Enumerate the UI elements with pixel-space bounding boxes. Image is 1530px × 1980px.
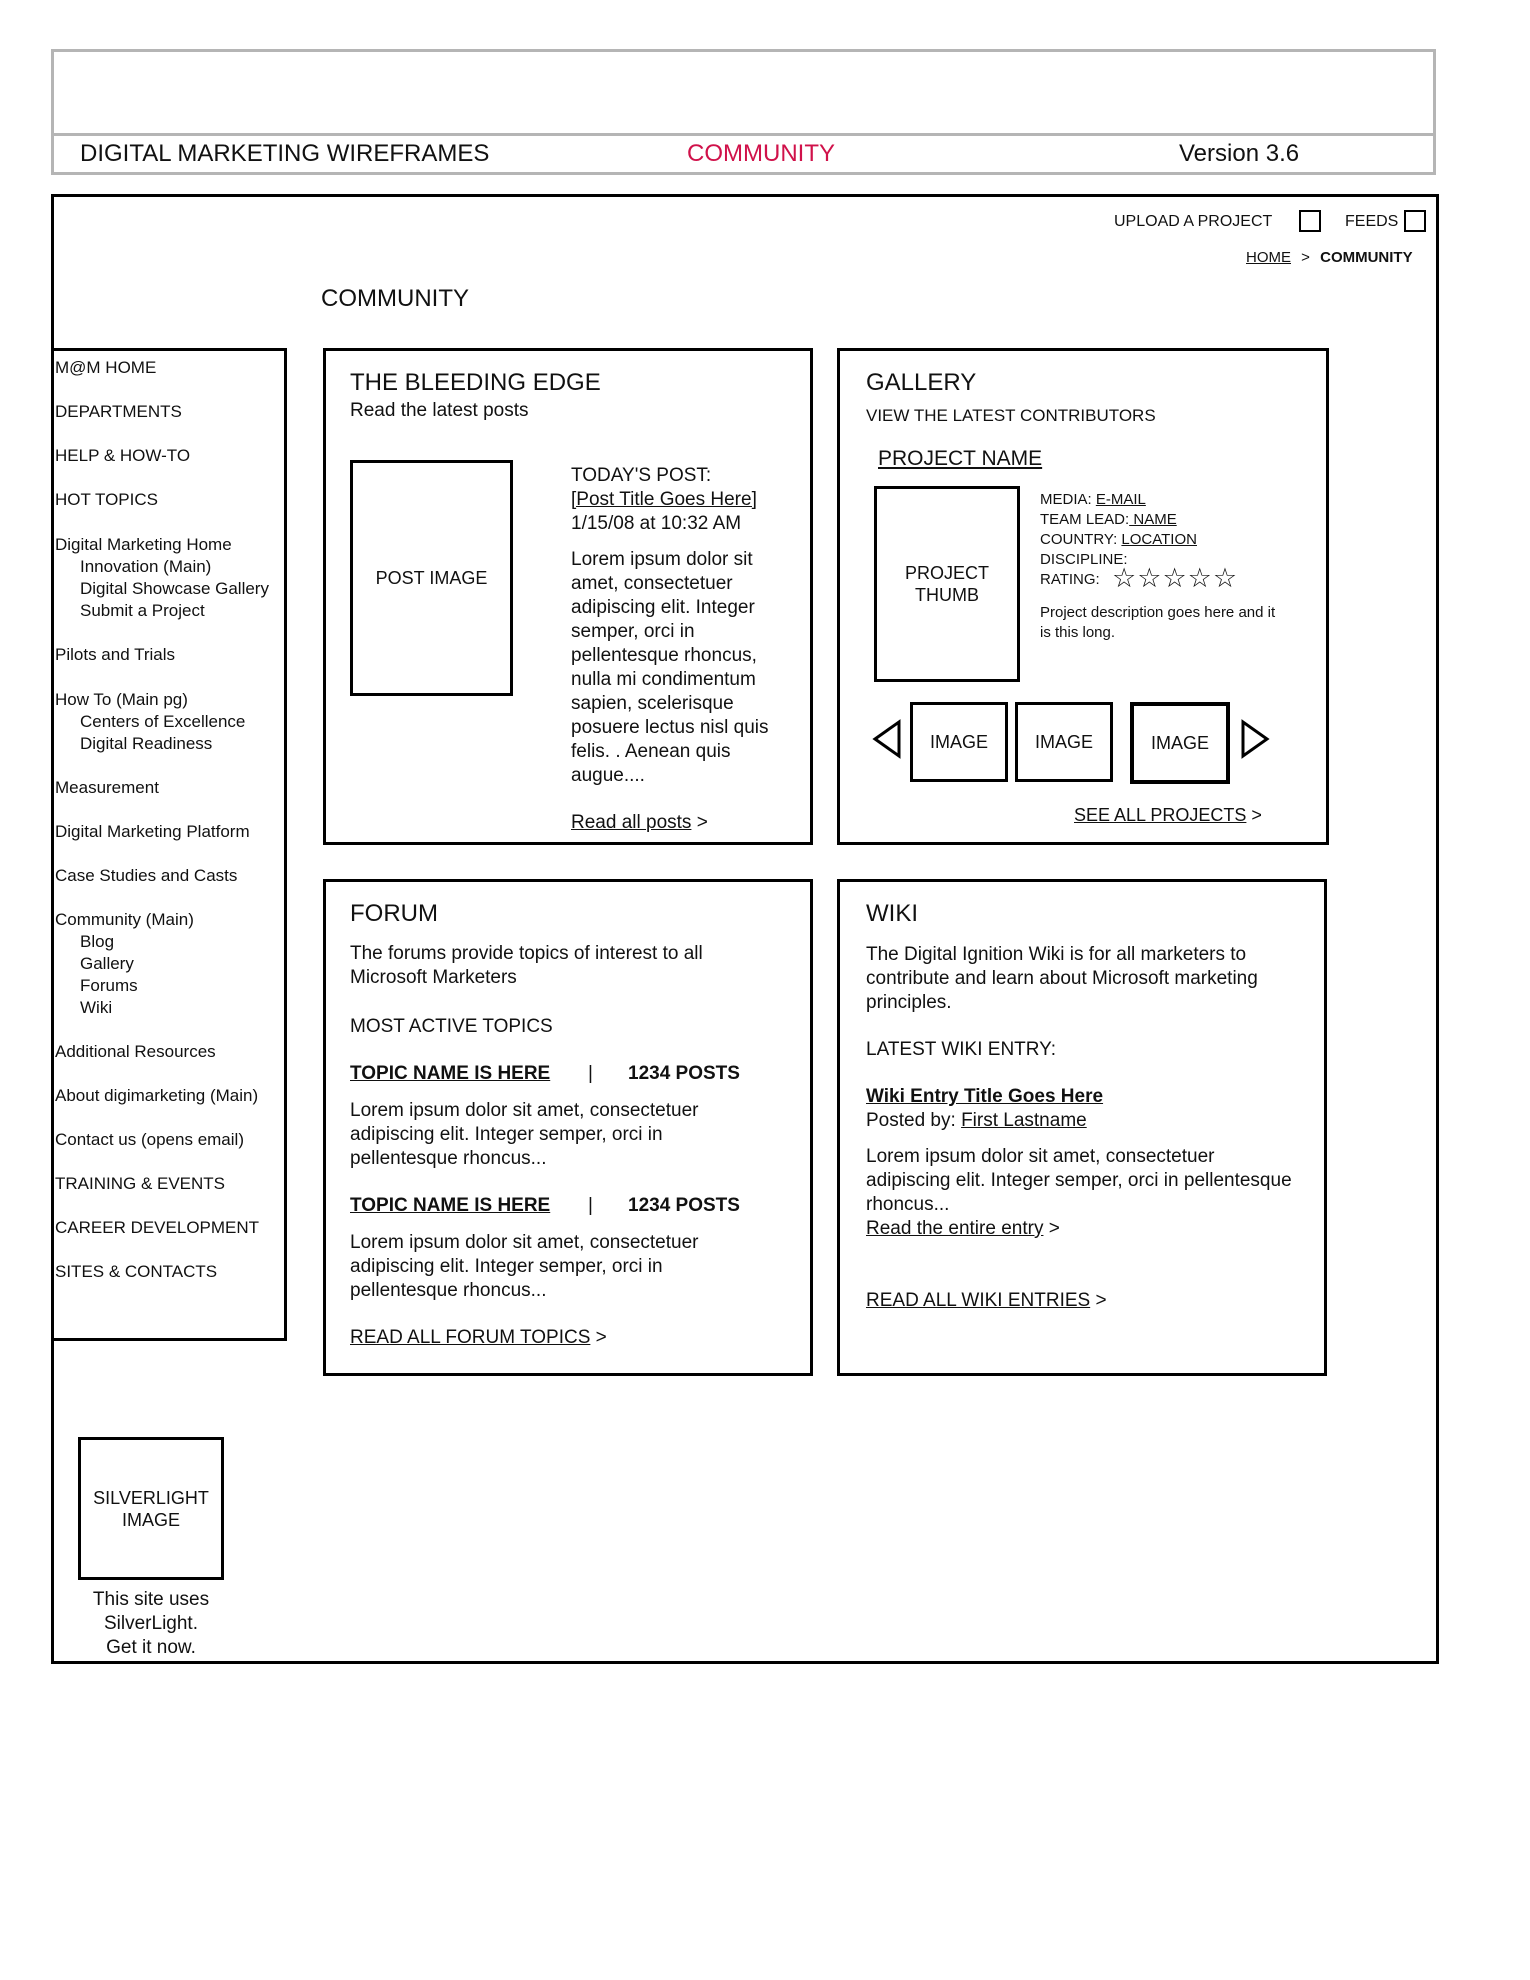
nav-item[interactable]: How To (Main pg) [55, 690, 188, 709]
silverlight-text-line: SilverLight. [104, 1613, 198, 1634]
read-entire-entry-arrow: > [1043, 1218, 1060, 1239]
silverlight-text-line: This site uses [92, 1589, 210, 1610]
read-all-posts-prefix[interactable]: Read all [571, 812, 646, 833]
project-country [1040, 530, 1197, 550]
forum-title: FORUM [350, 900, 438, 927]
topic-post-count: 1234 POSTS [628, 1195, 740, 1216]
star-icon[interactable]: ☆ [1137, 563, 1163, 593]
most-active-topics-label: MOST ACTIVE TOPICS [350, 1016, 553, 1037]
forum-intro: The forums provide topics of interest to all Microsoft Marketers [350, 943, 703, 988]
nav-item[interactable]: HELP & HOW-TO [55, 446, 191, 465]
read-all-forum-topics[interactable] [350, 1326, 607, 1350]
header-project-title: DIGITAL MARKETING WIREFRAMES [80, 140, 490, 167]
read-all-posts[interactable] [571, 811, 708, 835]
todays-post-label: TODAY'S POST: [571, 465, 712, 486]
nav-item[interactable]: About digimarketing (Main) [55, 1086, 259, 1105]
country-label: COUNTRY: [1040, 531, 1122, 548]
country-value-link[interactable]: LOCATION [1121, 531, 1197, 548]
gallery-title: GALLERY [866, 369, 977, 396]
wiki-excerpt: Lorem ipsum dolor sit amet, consectetuer adipiscing elit. Integer semper, orci in pellentesque rhoncus... [866, 1146, 1292, 1215]
star-icon[interactable]: ☆ [1212, 563, 1239, 593]
nav-subitem[interactable]: Digital Readiness [80, 734, 213, 753]
wiki-entry-title-link[interactable]: Wiki Entry Title Goes Here [866, 1086, 1104, 1107]
carousel-image-selected[interactable]: IMAGE [1130, 702, 1230, 784]
project-discipline: DISCIPLINE: [1040, 551, 1128, 568]
carousel-next-icon[interactable] [1240, 719, 1270, 759]
read-all-posts-arrow: > [691, 812, 708, 833]
see-all-projects-link[interactable]: SEE ALL PROJECTS [1074, 805, 1247, 825]
carousel-prev-icon[interactable] [872, 719, 902, 759]
nav-item[interactable]: DEPARTMENTS [55, 402, 182, 421]
wiki-intro: The Digital Ignition Wiki is for all marketers to contribute and learn about Microsoft marketing principles. [866, 944, 1258, 1013]
forum-topic-link[interactable]: TOPIC NAME IS HERE [350, 1195, 551, 1216]
lead-value-link[interactable]: NAME [1129, 511, 1177, 528]
forum-topic-link[interactable]: TOPIC NAME IS HERE [350, 1063, 551, 1084]
page-title: COMMUNITY [321, 285, 469, 312]
nav-subitem[interactable]: Innovation (Main) [80, 557, 212, 576]
silverlight-get-it-link[interactable]: Get it now. [106, 1637, 196, 1658]
silverlight-image[interactable]: SILVERLIGHT IMAGE [78, 1437, 224, 1580]
media-label: MEDIA: [1040, 491, 1096, 508]
breadcrumb-home-link[interactable]: HOME [1246, 249, 1291, 266]
project-team-lead [1040, 510, 1177, 530]
nav-subitem[interactable]: Forums [80, 976, 138, 995]
nav-item[interactable]: Case Studies and Casts [55, 866, 238, 885]
star-icon[interactable]: ☆ [1187, 563, 1213, 593]
carousel-image[interactable]: IMAGE [910, 702, 1008, 782]
topic-excerpt: Lorem ipsum dolor sit amet, consectetuer adipiscing elit. Integer semper, orci in pellentesque rhoncus... [350, 1232, 699, 1301]
read-all-forum-topics-link[interactable]: READ ALL FORUM TOPICS [350, 1327, 591, 1348]
posted-by-label: Posted by: [866, 1110, 962, 1131]
silverlight-promo [60, 1588, 242, 1660]
read-all-wiki-entries-link[interactable]: READ ALL WIKI ENTRIES [866, 1290, 1091, 1311]
project-rating-label: RATING: [1040, 571, 1100, 588]
topic-excerpt: Lorem ipsum dolor sit amet, consectetuer adipiscing elit. Integer semper, orci in pellentesque rhoncus... [350, 1100, 699, 1169]
nav-item[interactable]: CAREER DEVELOPMENT [55, 1218, 260, 1237]
header-divider [54, 133, 1433, 136]
nav-subitem[interactable]: Digital Showcase Gallery [80, 579, 269, 598]
see-all-projects-arrow: > [1246, 805, 1262, 825]
project-thumb[interactable]: PROJECT THUMB [874, 486, 1020, 682]
read-all-posts-link[interactable]: posts [646, 812, 692, 833]
breadcrumb-current: COMMUNITY [1320, 249, 1413, 266]
nav-item[interactable]: Contact us (opens email) [55, 1130, 244, 1149]
nav-item[interactable]: Measurement [55, 778, 159, 797]
post-excerpt: Lorem ipsum dolor sit amet, consectetuer adipiscing elit. Integer semper, orci in pellentesque rhoncus, nulla mi condimentum sapien, scelerisque posuere lectus nisl quis felis. . Aenean quis augue.... [571, 549, 769, 786]
nav-item[interactable]: M@M HOME [55, 358, 157, 377]
nav-item[interactable]: Community (Main) [55, 910, 194, 929]
star-icon[interactable]: ☆ [1112, 563, 1138, 593]
star-icon[interactable]: ☆ [1162, 563, 1188, 593]
author-link[interactable]: First Lastname [961, 1110, 1087, 1131]
nav-item[interactable]: SITES & CONTACTS [55, 1262, 218, 1281]
media-value-link[interactable]: E-MAIL [1095, 491, 1146, 508]
read-all-wiki-entries[interactable] [866, 1289, 1107, 1313]
read-entire-entry-link[interactable]: Read the entire entry [866, 1218, 1044, 1239]
blog-title: THE BLEEDING EDGE [350, 369, 601, 396]
carousel-image[interactable]: IMAGE [1015, 702, 1113, 782]
blog-subtitle: Read the latest posts [350, 400, 529, 421]
nav-subitem[interactable]: Gallery [80, 954, 134, 973]
lead-label: TEAM LEAD: [1040, 511, 1130, 528]
upload-project-checkbox[interactable] [1299, 210, 1321, 232]
nav-item[interactable]: Digital Marketing Home [55, 535, 232, 554]
breadcrumb [1246, 249, 1413, 266]
nav-subitem[interactable]: Centers of Excellence [80, 712, 246, 731]
read-all-forum-topics-arrow: > [590, 1327, 607, 1348]
nav-subitem[interactable]: Wiki [80, 998, 113, 1017]
wireframe-header [51, 49, 1436, 175]
nav-item[interactable]: Pilots and Trials [55, 645, 175, 664]
latest-wiki-entry-label: LATEST WIKI ENTRY: [866, 1039, 1057, 1060]
gallery-subtitle: VIEW THE LATEST CONTRIBUTORS [866, 406, 1156, 425]
post-title-link[interactable]: [Post Title Goes Here] [571, 489, 757, 510]
nav-subitem[interactable]: Submit a Project [80, 601, 205, 620]
read-entire-entry[interactable] [866, 1217, 1060, 1241]
nav-subitem[interactable]: Blog [80, 932, 115, 951]
project-name-link[interactable]: PROJECT NAME [878, 447, 1043, 470]
see-all-projects[interactable] [1074, 805, 1262, 826]
read-all-wiki-entries-arrow: > [1090, 1290, 1107, 1311]
nav-item[interactable]: Digital Marketing Platform [55, 822, 250, 841]
header-version: Version 3.6 [1179, 140, 1300, 167]
post-date: 1/15/08 at 10:32 AM [571, 513, 742, 534]
nav-item[interactable]: Additional Resources [55, 1042, 216, 1061]
wiki-title: WIKI [866, 900, 918, 927]
topic-post-count: 1234 POSTS [628, 1063, 740, 1084]
feeds-checkbox[interactable] [1404, 210, 1426, 232]
project-media [1040, 490, 1146, 510]
project-description: Project description goes here and it is this long. [1040, 604, 1276, 641]
topic-separator: | [588, 1195, 593, 1216]
feeds-link[interactable]: FEEDS [1345, 213, 1399, 230]
nav-item[interactable]: TRAINING & EVENTS [55, 1174, 226, 1193]
post-image: POST IMAGE [350, 460, 513, 696]
header-section-title: COMMUNITY [687, 140, 835, 167]
nav-item[interactable]: HOT TOPICS [55, 490, 158, 509]
wiki-posted-by [866, 1109, 1087, 1133]
topic-separator: | [588, 1063, 593, 1084]
upload-project-link[interactable]: UPLOAD A PROJECT [1114, 213, 1273, 230]
rating-stars[interactable] [1112, 563, 1238, 593]
breadcrumb-separator: > [1301, 249, 1310, 266]
